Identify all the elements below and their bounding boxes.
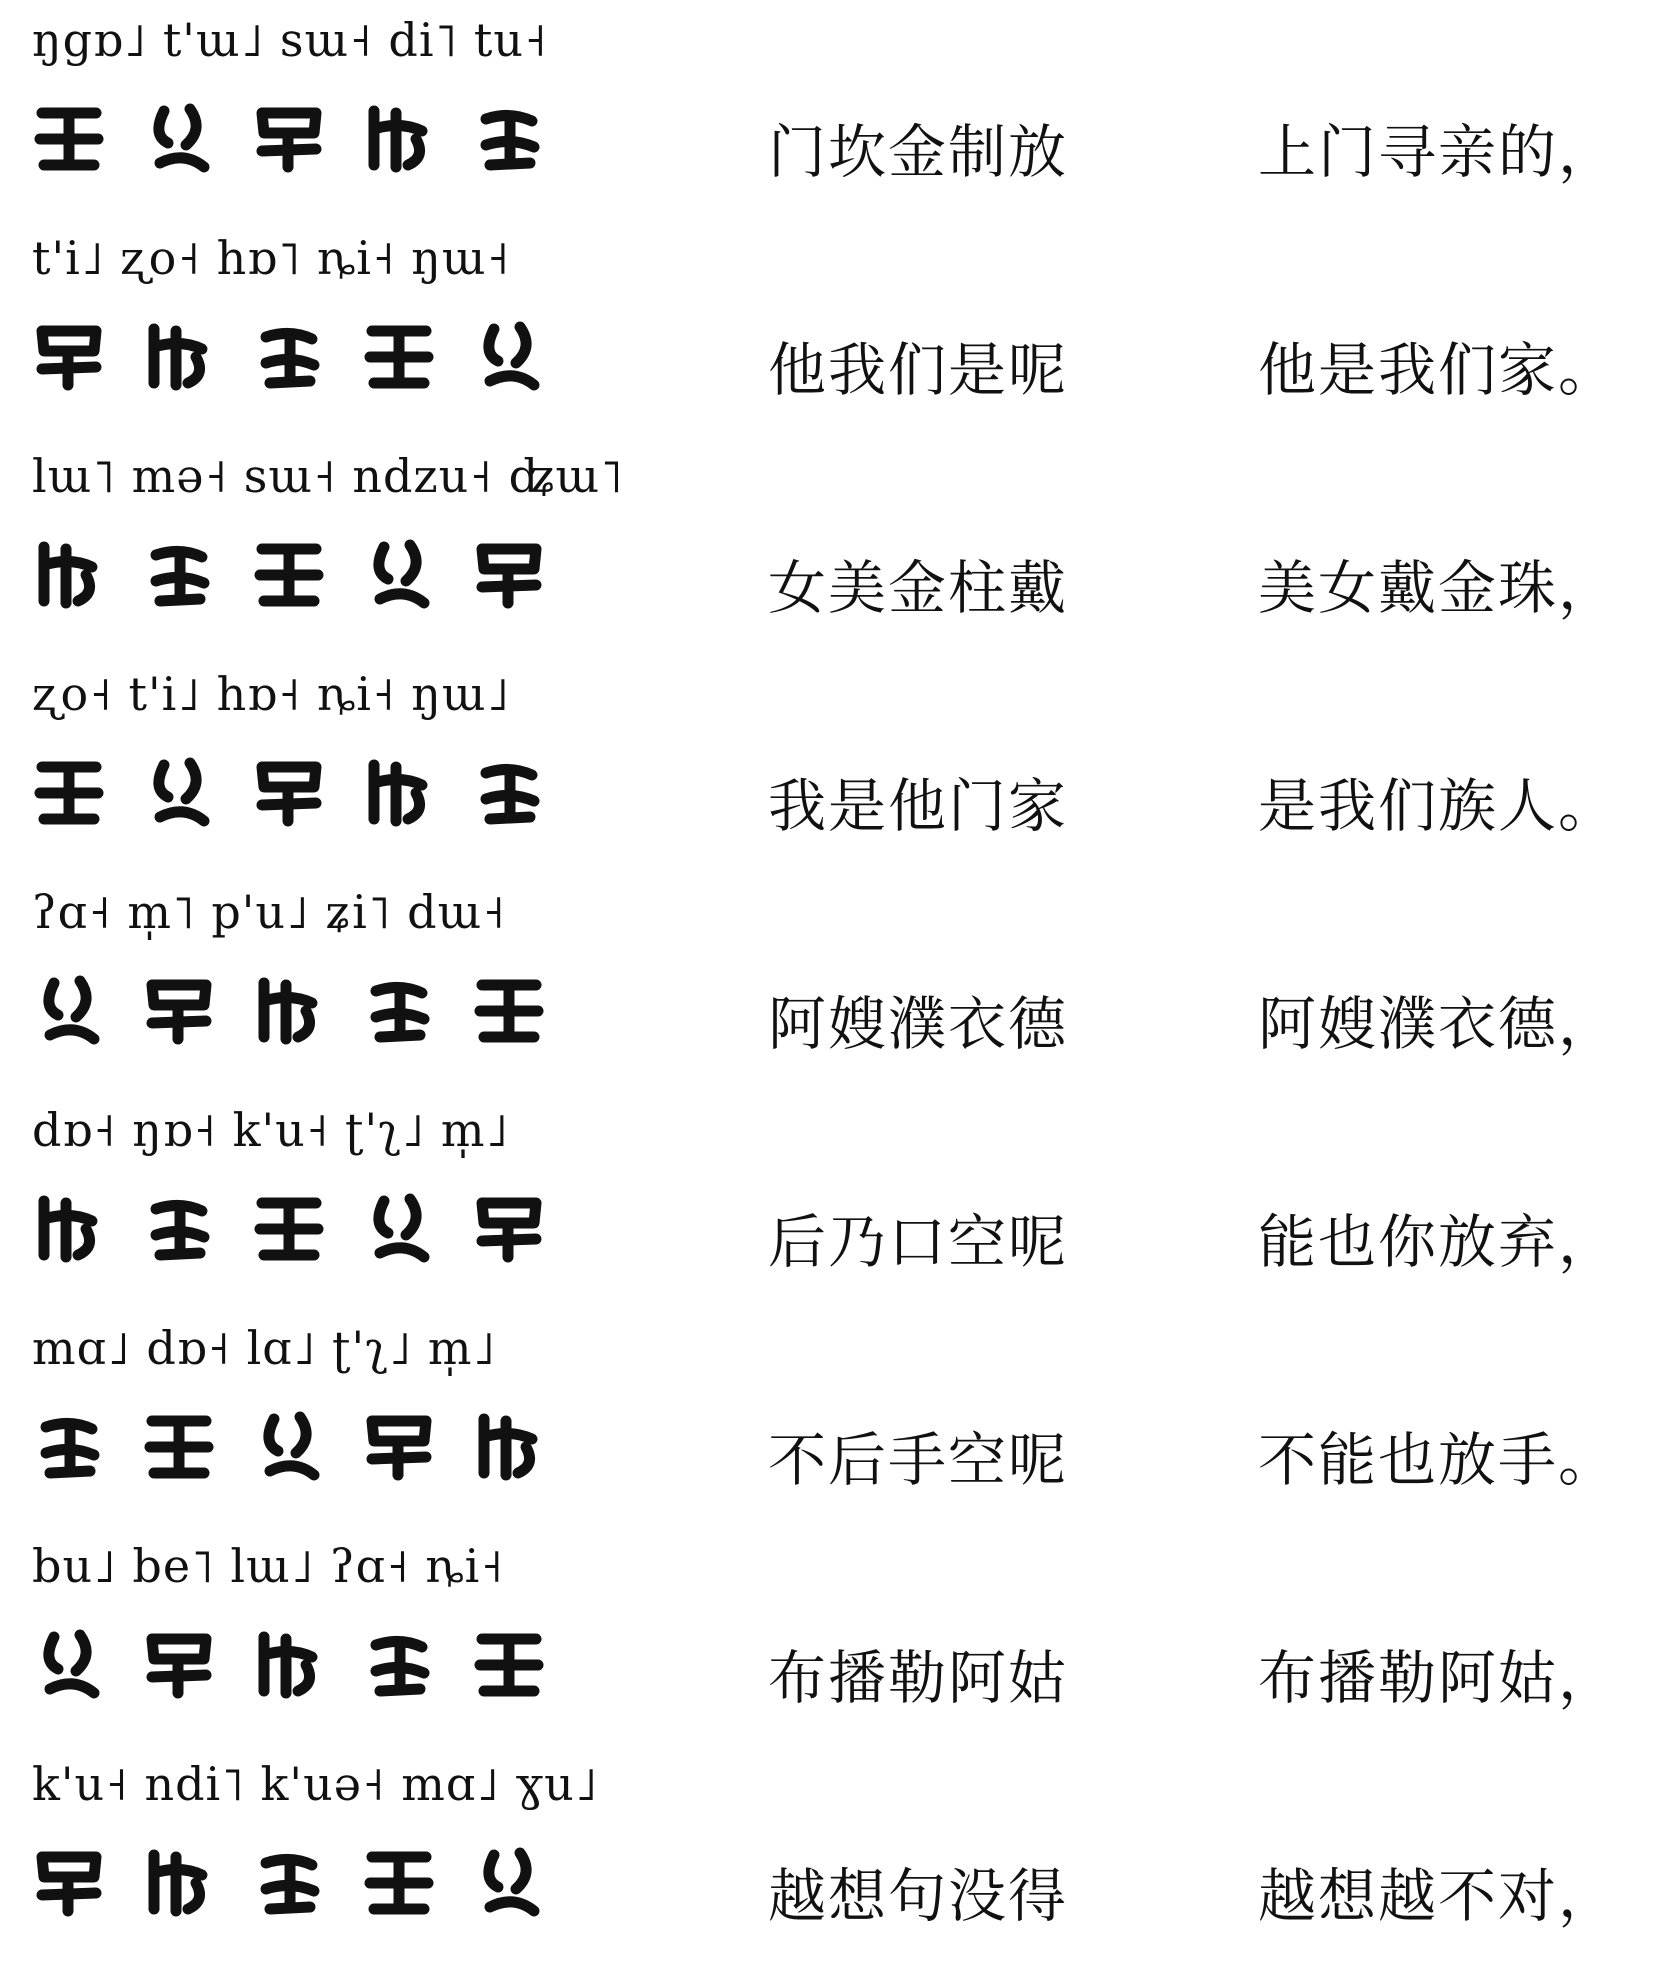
- script-glyph-icon: [30, 1625, 108, 1703]
- script-glyph-icon: [140, 1843, 218, 1921]
- script-glyph-icon: [140, 1625, 218, 1703]
- ipa-transcription: bu˩ be˥ lɯ˩ ʔɑ˧ ȵi˧: [32, 1539, 505, 1593]
- script-glyph-icon: [470, 1407, 548, 1485]
- script-glyph-icon: [250, 753, 328, 831]
- literal-gloss: 他我们是呢: [768, 336, 1069, 404]
- ipa-transcription: t'i˩ ʐo˧ hɒ˥ ȵi˧ ŋɯ˧: [32, 231, 511, 285]
- free-translation: 阿嫂濮衣德，: [1258, 990, 1619, 1058]
- verse-line: [0, 660, 1674, 878]
- ipa-transcription: ʐo˧ t'i˩ hɒ˧ ȵi˧ ŋɯ˩: [32, 667, 511, 721]
- script-glyph-icon: [250, 317, 328, 395]
- script-glyph-icon: [30, 99, 108, 177]
- script-glyph-icon: [250, 1407, 328, 1485]
- script-glyph-icon: [470, 1843, 548, 1921]
- verse-line: [0, 1314, 1674, 1532]
- script-glyph-icon: [30, 753, 108, 831]
- script-glyph-icon: [360, 971, 438, 1049]
- literal-gloss: 女美金柱戴: [768, 554, 1069, 622]
- script-glyph-icon: [250, 99, 328, 177]
- free-translation: 能也你放弃，: [1258, 1208, 1619, 1276]
- verse-line: [0, 224, 1674, 442]
- free-translation: 上门寻亲的，: [1258, 118, 1619, 186]
- ipa-transcription: dɒ˧ ŋɒ˧ k'u˧ ʈ'ʅ˩ m̩˩: [32, 1103, 510, 1157]
- literal-gloss: 布播勒阿姑: [768, 1644, 1069, 1712]
- script-glyph-icon: [140, 99, 218, 177]
- ipa-transcription: k'u˧ ndi˥ k'uə˧ mɑ˩ ɣu˩: [32, 1757, 599, 1811]
- script-glyph-icon: [30, 317, 108, 395]
- script-glyph-icon: [360, 1407, 438, 1485]
- literal-gloss: 不后手空呢: [768, 1426, 1069, 1494]
- script-glyph-icon: [360, 317, 438, 395]
- script-glyph-icon: [360, 753, 438, 831]
- verse-line: [0, 6, 1674, 224]
- script-glyph-icon: [360, 1625, 438, 1703]
- free-translation: 美女戴金珠，: [1258, 554, 1619, 622]
- script-glyph-icon: [140, 535, 218, 613]
- native-script-line: [30, 524, 580, 624]
- script-glyph-icon: [360, 99, 438, 177]
- script-glyph-icon: [140, 1407, 218, 1485]
- free-translation: 是我们族人。: [1258, 772, 1619, 840]
- free-translation: 不能也放手。: [1258, 1426, 1619, 1494]
- verse-line: [0, 1750, 1674, 1968]
- ipa-transcription: ŋgɒ˩ t'ɯ˩ sɯ˧ di˥ tu˧: [32, 13, 548, 67]
- script-glyph-icon: [30, 1407, 108, 1485]
- script-glyph-icon: [470, 317, 548, 395]
- literal-gloss: 后乃口空呢: [768, 1208, 1069, 1276]
- script-glyph-icon: [470, 1189, 548, 1267]
- ipa-transcription: lɯ˥ mə˧ sɯ˧ ndzu˧ ʥɯ˥: [32, 449, 624, 503]
- native-script-line: [30, 88, 580, 188]
- script-glyph-icon: [140, 317, 218, 395]
- script-glyph-icon: [250, 971, 328, 1049]
- script-glyph-icon: [470, 1625, 548, 1703]
- script-glyph-icon: [30, 1189, 108, 1267]
- native-script-line: [30, 306, 580, 406]
- verse-line: [0, 1532, 1674, 1750]
- literal-gloss: 我是他门家: [768, 772, 1069, 840]
- script-glyph-icon: [140, 753, 218, 831]
- script-glyph-icon: [250, 1625, 328, 1703]
- script-glyph-icon: [470, 535, 548, 613]
- free-translation: 越想越不对，: [1258, 1862, 1619, 1930]
- free-translation: 布播勒阿姑，: [1258, 1644, 1619, 1712]
- script-glyph-icon: [30, 971, 108, 1049]
- free-translation: 他是我们家。: [1258, 336, 1619, 404]
- native-script-line: [30, 1832, 580, 1932]
- verse-line: [0, 442, 1674, 660]
- verse-line: [0, 878, 1674, 1096]
- native-script-line: [30, 1178, 580, 1278]
- script-glyph-icon: [250, 1843, 328, 1921]
- ipa-transcription: ʔɑ˧ m̩˥ p'u˩ ʑi˥ dɯ˧: [32, 885, 506, 939]
- script-glyph-icon: [140, 1189, 218, 1267]
- literal-gloss: 阿嫂濮衣德: [768, 990, 1069, 1058]
- literal-gloss: 门坎金制放: [768, 118, 1069, 186]
- native-script-line: [30, 1396, 580, 1496]
- ipa-transcription: mɑ˩ dɒ˧ lɑ˩ ʈ'ʅ˩ m̩˩: [32, 1321, 497, 1375]
- script-glyph-icon: [140, 971, 218, 1049]
- script-glyph-icon: [470, 99, 548, 177]
- script-glyph-icon: [250, 535, 328, 613]
- verse-line: [0, 1096, 1674, 1314]
- script-glyph-icon: [360, 535, 438, 613]
- script-glyph-icon: [30, 1843, 108, 1921]
- native-script-line: [30, 960, 580, 1060]
- script-glyph-icon: [250, 1189, 328, 1267]
- script-glyph-icon: [360, 1843, 438, 1921]
- literal-gloss: 越想句没得: [768, 1862, 1069, 1930]
- native-script-line: [30, 742, 580, 842]
- script-glyph-icon: [360, 1189, 438, 1267]
- script-glyph-icon: [30, 535, 108, 613]
- script-glyph-icon: [470, 971, 548, 1049]
- native-script-line: [30, 1614, 580, 1714]
- script-glyph-icon: [470, 753, 548, 831]
